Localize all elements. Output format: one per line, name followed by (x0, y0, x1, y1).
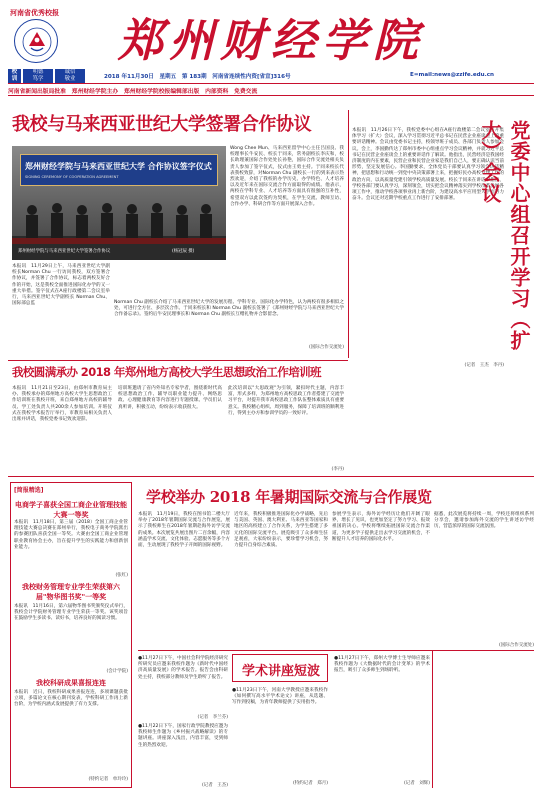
issue-line: 2018 年11月30日 星期五 第 183期 河南省连续性内资[省宣]316号 (104, 74, 291, 80)
right-column-headline: 党委中心组召开学习（扩大）会议 (478, 120, 531, 351)
motto-word-4: 敬业 (64, 76, 76, 82)
lectures-headline: 学术讲座短波 (241, 664, 320, 679)
digest-item3-title: 我校科研成果喜报连连 (36, 679, 106, 687)
digest-item3-credit: (特约记者 单玲玲) (88, 777, 128, 782)
digest-item2-credit: (会计学院) (106, 669, 128, 674)
article3-headline: 学校举办 2018 年暑期国际交流与合作展览 (146, 488, 432, 506)
email-line: E=mail:news@zzife.edu.cn (410, 72, 495, 78)
lecture-item-d: ●11月27日下午，郑州大学博士生导师应邀来我校作题为《大数据时代的会计变革》的学术报告，吸引了众多师生到场聆听。 (334, 656, 430, 674)
photo-banner-title: 郑州财经学院与马来西亚世纪大学 合作协议签字仪式 (25, 162, 212, 171)
right-column-credit: (记者 王杰 李丹) (464, 363, 504, 368)
publisher-line: 河南省新闻出版局批准 郑州财经学院主办 郑州财经学院校报编辑部出版 内部资料 免费交流 (8, 89, 258, 95)
article2-text-a: 本报讯 11月21日至23日，由郑州市教育局主办、我校承办的郑州地方高校大学生思想政治工作培训班在我校开班，来自郑州地方高校的辅导员、学工处负责人共200余人参加培训。开班仪式在我校学术报告厅举行，市教育局相关负责人出席并讲话，我校党委书记致欢迎辞。 (12, 386, 112, 423)
photo-credit: (杨冠辰 摄) (172, 249, 195, 254)
lecture-item-b-credit: (记者 王杰) (201, 783, 228, 788)
article2-text-c: 此次培训以"大思政观"为引领，紧扣时代主题，内容丰富，形式多样，为郑州地方高校思政工作者搭建了交流学习平台，对提升我市高校思政工作队伍整体素质具有重要意义。我校精心组织、周到服务，保障了培训班的顺利进行，得到主办方和参训学员的一致好评。 (228, 386, 344, 416)
digest-item2-body: 本报讯 11月16日，第六届物华图书奖颁奖仪式举行，我校会计学院财务管理专业学生荣获一等奖。该奖项旨在鼓励学生多读书、读好书，培养良好的阅读习惯。 (14, 604, 128, 622)
article1-headline: 我校与马来西亚世纪大学签署合作协议 (12, 114, 312, 135)
masthead-title: 郑州财经学院 (118, 14, 425, 67)
logo-seal-icon (15, 20, 59, 64)
top-label: 河南省优秀校报 (10, 8, 59, 17)
motto-word-3: 诚信 (64, 69, 76, 75)
article2-credit: (李丹) (331, 467, 344, 472)
lecture-item-c-credit: (特约记者 郑月) (292, 781, 328, 786)
digest-item3-body: 本报讯 近日，我校科研成果喜报连连，多项课题获批立项，多篇论文在核心期刊发表，学校科研工作再上新台阶，为学校内涵式发展提供了有力支撑。 (14, 690, 128, 708)
digest-item2-title: 我校财务管理专业学生荣获第六届"物华图书奖"一等奖 (22, 583, 120, 601)
lecture-item-a-credit: (记者 李兰芬) (197, 715, 228, 720)
photo-banner (20, 154, 218, 186)
motto-char-1: 校 (11, 69, 18, 75)
lecture-item-c: ●11月23日下午，河南大学教授应邀来我校作《如何撰写高水平学术论文》讲座，从选题、写作到投稿，为青年教师提供了实用指导。 (232, 688, 328, 706)
digest-item1-body: 本报讯 11月18日，第三届（2018）全国工商企业管理技能大赛总决赛在郑州举行，我校电子商务学院派出的参赛团队喜获全国一等奖。大赛由全国工商企业管理职业教育协会主办，旨在提升学生的实践能力和创新创业能力。 (14, 520, 128, 550)
lecture-item-d-credit: (记者 刘辉) (403, 781, 430, 786)
university-logo (14, 19, 58, 63)
article3-credit: (国际合作交流处) (498, 643, 534, 648)
article1-text-c: Norman Chu 副校长介绍了马来西亚世纪大学的发展历程、学科专业、国际化办学特色，认为两校有很多相似之处，可进行全方位、多层次合作。于同来校长和 Norman Chu 副校长签署了《郑州财经学院与马来西亚世纪大学合作备忘录》。签约后牛安民理事长和 Norman Chu 副校长互赠礼物并合影留念。 (114, 300, 344, 318)
photo-banner-subtitle: SIGNING CEREMONY OF COOPERATION AGREEMENT (25, 175, 119, 179)
article1-text-b: Wong Chee Mun、马来西亚留学中心主任吕国良、我校理事长牛安民、校长于同来，常务副校长李庆和，校长助理兼国际合作处处长孙艳，国际合作交流处相关负责人参加了签字仪式，仪式由王勇主持。于同来校长代表我校致辞，对Norman Chu 副校长一行的到来表示热烈欢迎，介绍了我校的办学历史、办学特色、人才培养以及近年来在国际交流合作方面取得的成绩。他表示，两校在学科专业、人才培养等方面具有很强的互补性，希望双方以此次签约为契机，在学生交流、教师互访、合作办学、科研合作等方面开展深入合作。 (230, 146, 344, 207)
article3-text-b: 近年来，我校积极推进国际化办学战略，先后与美国、英国、澳大利亚、马来西亚等国家和地区的高校建立了合作关系，为学生搭建了多元化的国际交流平台。展览吸引了众多师生驻足观看，大家纷纷表示，要珍惜学习机会，努力提升自身综合素质。 (234, 512, 328, 549)
article3-text-d: 据悉，此次展览将持续一周，学校还将组织系列分享会，邀请参加海外交流的学生讲述访学经历，营造浓厚的国际交流氛围。 (434, 512, 534, 530)
right-column-text: 本报讯 11月26日下午，我校党委中心组在A座行政楼第二会议室召开集体学习（扩大）会议，深入学习贯彻习近平总书记在民营企业座谈会上的重要讲话精神。会议由党委书记主持，校领导班子成员、各部门负责人参加会议。会上，李国勤传达了郑州市委中心组重点学习会议精神，并就习近平总书记在民营企业座谈会上的重要讲话作了解读。他指出，民营经济是我国经济制度的内在要素，民营企业和民营企业家是我们自己人，要正确认识当前形势，坚定发展信心。李国勤要求，全体党员干部要认真学习领会讲话精神，把思想和行动统一到党中央决策部署上来，把握好民办高校党建工作的政治方向，以高质量党建引领学校高质量发展。校长于同来在讲话中指出，学校各部门要认真学习，深刻领会，切实把会议精神落实到学校改革发展各项工作中，推动学校各项事业再上新台阶，为建设高水平应用型大学而努力奋斗。会议还对近期学校重点工作进行了安排部署。 (352, 128, 504, 202)
motto-word-1: 明德 (32, 69, 44, 75)
article1-credit: (国际合作交流处) (308, 345, 344, 350)
motto-badge (8, 69, 98, 83)
article1-text-a: 本报讯 11月29日上午，马来西亚世纪大学副校长Norman Chu 一行访问我校，双方签署合作协议，并签署了合作协议，标志着两校友好合作的开始，这是我校全面推进国际化办学的又一重大举措。签字仪式在A座行政楼第二会议室举行，马来西亚世纪大学副校长 Norman Chu、国际部总监 (12, 264, 110, 307)
news-digest-label: [简报精选] (14, 487, 44, 494)
motto-word-2: 笃学 (32, 76, 44, 82)
lecture-item-b: ●11月22日下午，国家行政学院教授应邀为我校师生作题为《乡村振兴战略解读》的专题讲座。讲座深入浅出，内容丰富，受到师生的热烈欢迎。 (138, 724, 228, 748)
lecture-item-a: ●11月27日下午，中国社会科学院经济研究所研究员应邀来我校作题为《新时代中国经济高质量发展》的学术报告。报告会由科研处主持，我校部分教师及学生聆听了报告。 (138, 656, 228, 680)
article3-text-a: 本报讯 11月19日，我校在图书馆二楼大厅举办了2018年暑期国际交流与合作展览，展示了我校师生在2018年暑期赴海外访学交流的成果。本次展览共展出图片二百余幅，内容涵盖学术交流、文化体验、志愿服务等多个方面，生动展现了我校学子开阔的国际视野。 (138, 512, 230, 549)
digest-item1-title: 电商学子喜获全国工商企业管理技能大赛一等奖 (15, 501, 127, 519)
motto-char-2: 训 (11, 76, 18, 82)
article1-photo (12, 146, 226, 260)
masthead (0, 0, 542, 84)
photo-caption: 郑州财经学院与马来西亚世纪大学签署合作协议 (18, 249, 111, 254)
article2-text-b: 培训班邀请了省内外知名专家学者，围绕新时代高校思想政治工作、辅导员职业能力提升、网络思政、心理健康教育等内容进行专题授课。学员们认真听讲，积极互动，纷纷表示收获很大。 (118, 386, 222, 410)
digest-item1-credit: (张红) (115, 573, 128, 578)
article2-headline: 我校圆满承办 2018 年郑州地方高校大学生思想政治工作培训班 (12, 365, 321, 379)
article3-text-c: 参展学生表示，海外访学经历让他们开阔了眼界，增长了见识，也更加坚定了努力学习、报效祖国的决心。学校将继续拓展国际交流合作渠道，为更多学子提供走出去学习交流的机会，不断提升人才培养的国际化水平。 (332, 512, 430, 542)
